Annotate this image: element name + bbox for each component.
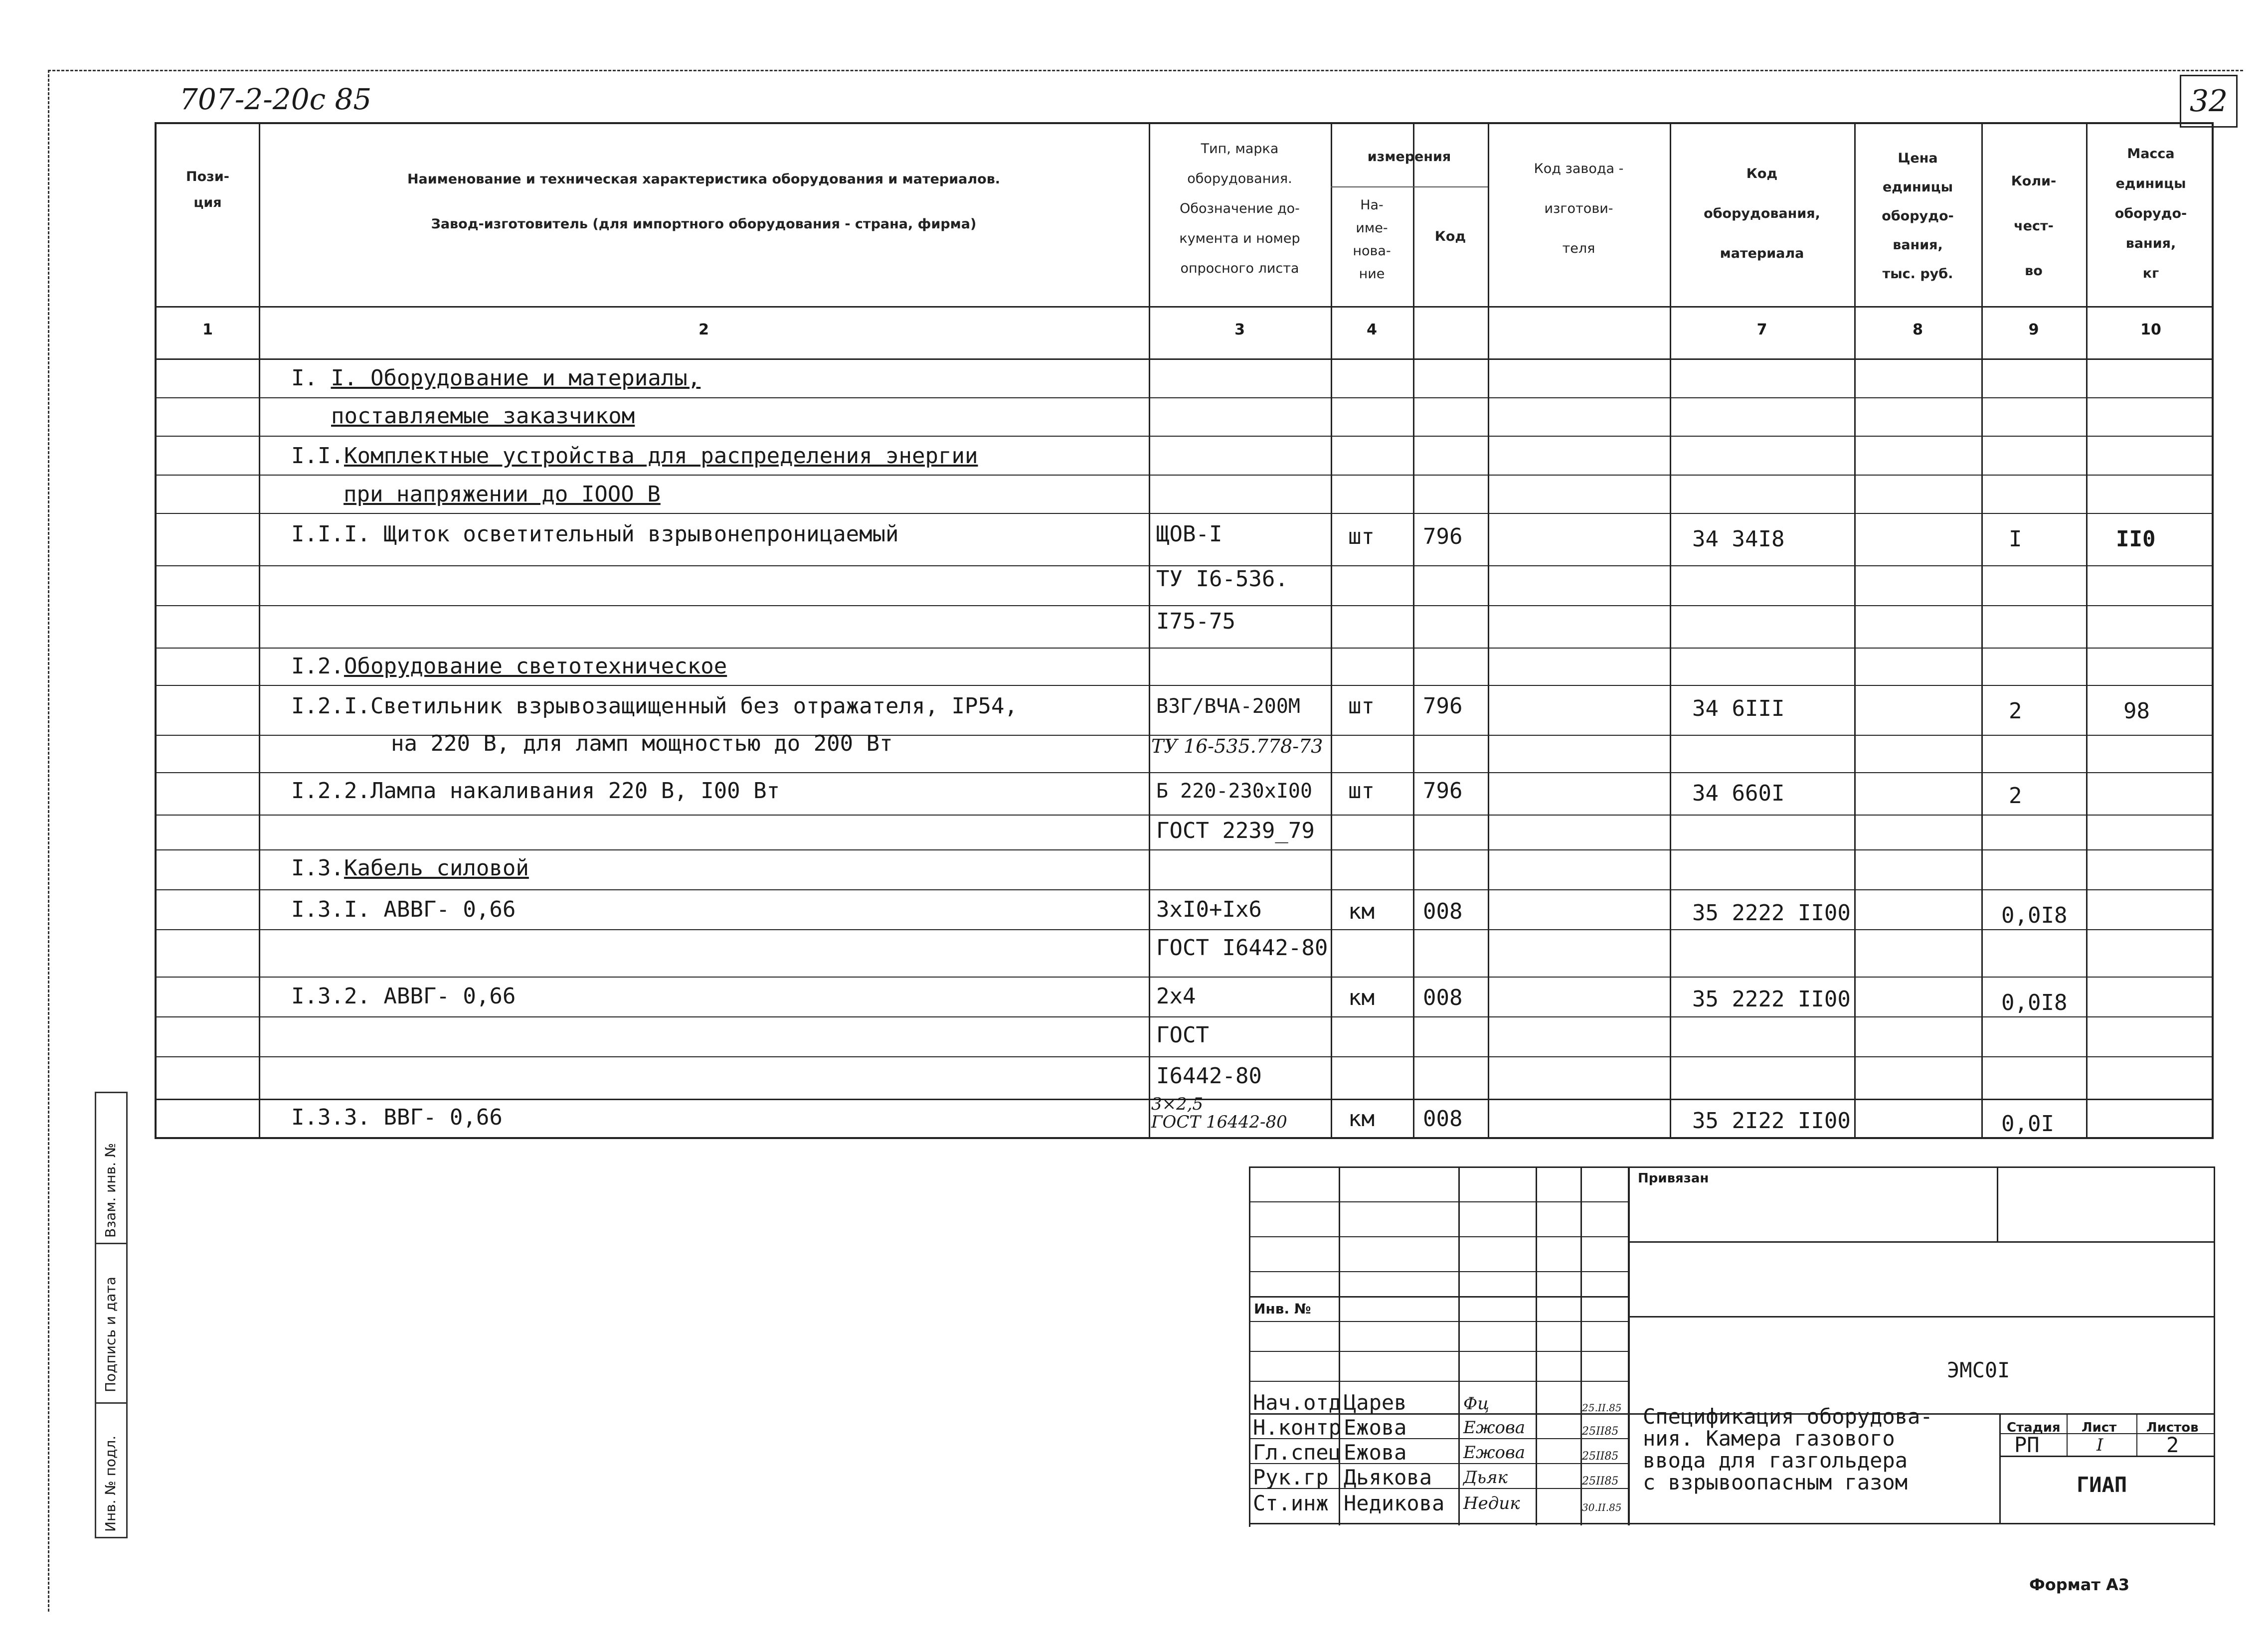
- table-row-unit: км: [1348, 1106, 1375, 1132]
- signer-name: Дьякова: [1344, 1465, 1432, 1489]
- table-row-type: ТУ 16-535.778-73: [1151, 735, 1323, 757]
- signer-signature: Ежова: [1463, 1418, 1525, 1438]
- signer-date: 25II85: [1582, 1425, 1619, 1438]
- table-row-type: ГОСТ 2239_79: [1156, 818, 1315, 843]
- document-title: Спецификация оборудова- ния. Камера газового ввода для газгольдера с взрывоопасным газом: [1643, 1404, 1933, 1494]
- header-name-line1: Наименование и техническая характеристика оборудования и материалов.: [407, 171, 1001, 187]
- table-row-type: I6442-80: [1156, 1063, 1262, 1089]
- signer-signature: Ежова: [1463, 1443, 1525, 1463]
- column-number: 4: [1367, 321, 1377, 338]
- signer-date: 25II85: [1582, 1475, 1619, 1487]
- stage-label: Стадия: [2007, 1420, 2061, 1435]
- table-row-unit-code: 008: [1423, 899, 1463, 924]
- format-label: Формат А3: [2029, 1575, 2130, 1594]
- side-stamp-signature: Подпись и дата: [102, 1277, 119, 1392]
- table-row-name: I.2.I.Светильник взрывозащищенный без отражателя, IP54,: [291, 693, 1018, 719]
- signer-role: Нач.отд: [1253, 1390, 1342, 1415]
- table-row-unit: шт: [1348, 778, 1375, 804]
- signer-role: Н.контр: [1253, 1415, 1342, 1440]
- organization: ГИАП: [2077, 1473, 2127, 1497]
- column-number: 10: [2140, 321, 2161, 338]
- table-row-material-code: 35 2I22 II00: [1692, 1108, 1851, 1134]
- signer-role: Ст.инж: [1253, 1491, 1329, 1515]
- document-code: 707-2-20с 85: [179, 82, 372, 116]
- table-row-unit-code: 796: [1423, 778, 1463, 804]
- table-row-unit-code: 008: [1423, 1106, 1463, 1132]
- header-unit-code: Код: [1434, 229, 1466, 244]
- table-row-name: I.3.3. ВВГ- 0,66: [291, 1105, 503, 1130]
- column-number: 1: [202, 321, 213, 338]
- table-row-type: ГОСТ I6442-80: [1156, 935, 1328, 961]
- table-row-material-code: 35 2222 II00: [1692, 900, 1851, 926]
- signer-name: Ежова: [1344, 1415, 1407, 1440]
- table-row-name: на 220 В, для ламп мощностью до 200 Вт: [391, 731, 893, 756]
- sheet-value: I: [2096, 1435, 2103, 1455]
- table-row-quantity: 0,0I8: [2001, 903, 2068, 928]
- column-number: 2: [698, 321, 709, 338]
- header-type: Тип, марка оборудования. Обозначение до- кумента и номер опросного листа: [1179, 141, 1300, 276]
- column-number: 8: [1913, 321, 1923, 338]
- signer-date: 25.II.85: [1582, 1402, 1622, 1414]
- table-row-type: ЩОВ-I: [1156, 521, 1222, 547]
- page-number: 32: [2180, 75, 2238, 128]
- sheet-label: Лист: [2082, 1420, 2117, 1435]
- column-number: 9: [2028, 321, 2039, 338]
- table-row-name: при напряжении до IOOO В: [344, 482, 661, 507]
- table-row-unit: шт: [1348, 524, 1375, 549]
- table-row-mass: 98: [2123, 698, 2150, 724]
- attached-label: Привязан: [1638, 1171, 1709, 1186]
- table-row-type: I75-75: [1156, 609, 1235, 634]
- table-row-unit-code: 796: [1423, 524, 1463, 549]
- signer-signature: Дьяк: [1463, 1468, 1508, 1487]
- column-number: 3: [1234, 321, 1245, 338]
- signer-name: Царев: [1344, 1390, 1407, 1415]
- table-row-unit: км: [1348, 985, 1375, 1010]
- table-row-name: I. I. Оборудование и материалы,: [291, 365, 701, 391]
- side-stamp-replace: Взам. инв. №: [102, 1143, 119, 1238]
- table-row-quantity: 2: [2009, 783, 2022, 809]
- signer-signature: Недик: [1463, 1493, 1520, 1513]
- signer-role: Рук.гр: [1253, 1465, 1329, 1489]
- table-row-mass: II0: [2116, 526, 2156, 552]
- table-row-type: ВЗГ/ВЧА-200М: [1156, 695, 1300, 718]
- table-row-unit: км: [1348, 899, 1375, 924]
- table-row-type: ГОСТ: [1156, 1022, 1209, 1048]
- table-row-quantity: 0,0I: [2001, 1111, 2054, 1137]
- sheets-value: 2: [2166, 1433, 2179, 1457]
- table-row-material-code: 34 6III: [1692, 696, 1785, 721]
- header-material-code: Код оборудования, материала: [1704, 166, 1820, 261]
- table-row-name: поставляемые заказчиком: [331, 403, 635, 429]
- table-row-type: ТУ I6-536.: [1156, 566, 1288, 592]
- stage-value: РП: [2014, 1433, 2040, 1457]
- table-row-name: I.2.2.Лампа накаливания 220 В, I00 Вт: [291, 778, 780, 804]
- table-row-name: I.3.Кабель силовой: [291, 855, 529, 881]
- header-position: Пози- ция: [186, 169, 229, 210]
- table-row-name: I.I.I. Щиток осветительный взрывонепроницаемый: [291, 521, 899, 547]
- side-stamp: [95, 1092, 128, 1538]
- table-row-quantity: 0,0I8: [2001, 990, 2068, 1015]
- table-row-type: 2х4: [1156, 984, 1196, 1009]
- header-unit: измерения: [1367, 149, 1451, 165]
- signer-date: 25II85: [1582, 1450, 1619, 1463]
- table-row-quantity: I: [2009, 526, 2022, 552]
- header-price: Цена единицы оборудо- вания, тыс. руб.: [1882, 151, 1954, 282]
- table-row-name: I.I.Комплектные устройства для распределения энергии: [291, 443, 978, 469]
- signer-signature: Фц: [1463, 1394, 1489, 1414]
- table-row-material-code: 35 2222 II00: [1692, 987, 1851, 1012]
- specification-table: [155, 122, 2214, 1139]
- table-row-unit-code: 796: [1423, 693, 1463, 719]
- column-number: 7: [1756, 321, 1767, 338]
- signer-name: Недикова: [1344, 1491, 1445, 1515]
- table-row-name: I.3.I. АВВГ- 0,66: [291, 897, 516, 922]
- header-unit-name: На- име- нова- ние: [1353, 197, 1391, 282]
- inventory-label: Инв. №: [1254, 1301, 1311, 1317]
- signer-date: 30.II.85: [1582, 1501, 1622, 1513]
- header-mass: Масса единицы оборудо- вания, кг: [2114, 146, 2187, 281]
- table-row-type: 3хI0+Iх6: [1156, 897, 1262, 922]
- table-row-unit-code: 008: [1423, 985, 1463, 1010]
- header-factory-code: Код завода - изготови- теля: [1534, 161, 1624, 256]
- table-row-type: 3×2,5 ГОСТ 16442-80: [1151, 1094, 1287, 1132]
- table-row-name: I.3.2. АВВГ- 0,66: [291, 984, 516, 1009]
- signer-name: Ежова: [1344, 1440, 1407, 1465]
- header-quantity: Коли- чест- во: [2011, 173, 2057, 279]
- sheets-label: Листов: [2146, 1420, 2199, 1435]
- title-block: [1249, 1166, 2214, 1525]
- table-row-name: I.2.Оборудование светотехническое: [291, 654, 727, 679]
- header-name-line2: Завод-изготовитель (для импортного оборудования - страна, фирма): [431, 216, 977, 232]
- table-row-type: Б 220-230хI00: [1156, 780, 1313, 803]
- table-row-unit: шт: [1348, 693, 1375, 719]
- table-row-material-code: 34 660I: [1692, 781, 1785, 806]
- document-designation: ЭМС0I: [1947, 1358, 2010, 1382]
- table-row-quantity: 2: [2009, 698, 2022, 724]
- table-row-material-code: 34 34I8: [1692, 526, 1785, 552]
- signer-role: Гл.спец: [1253, 1440, 1342, 1465]
- side-stamp-inv: Инв. № подл.: [102, 1435, 119, 1532]
